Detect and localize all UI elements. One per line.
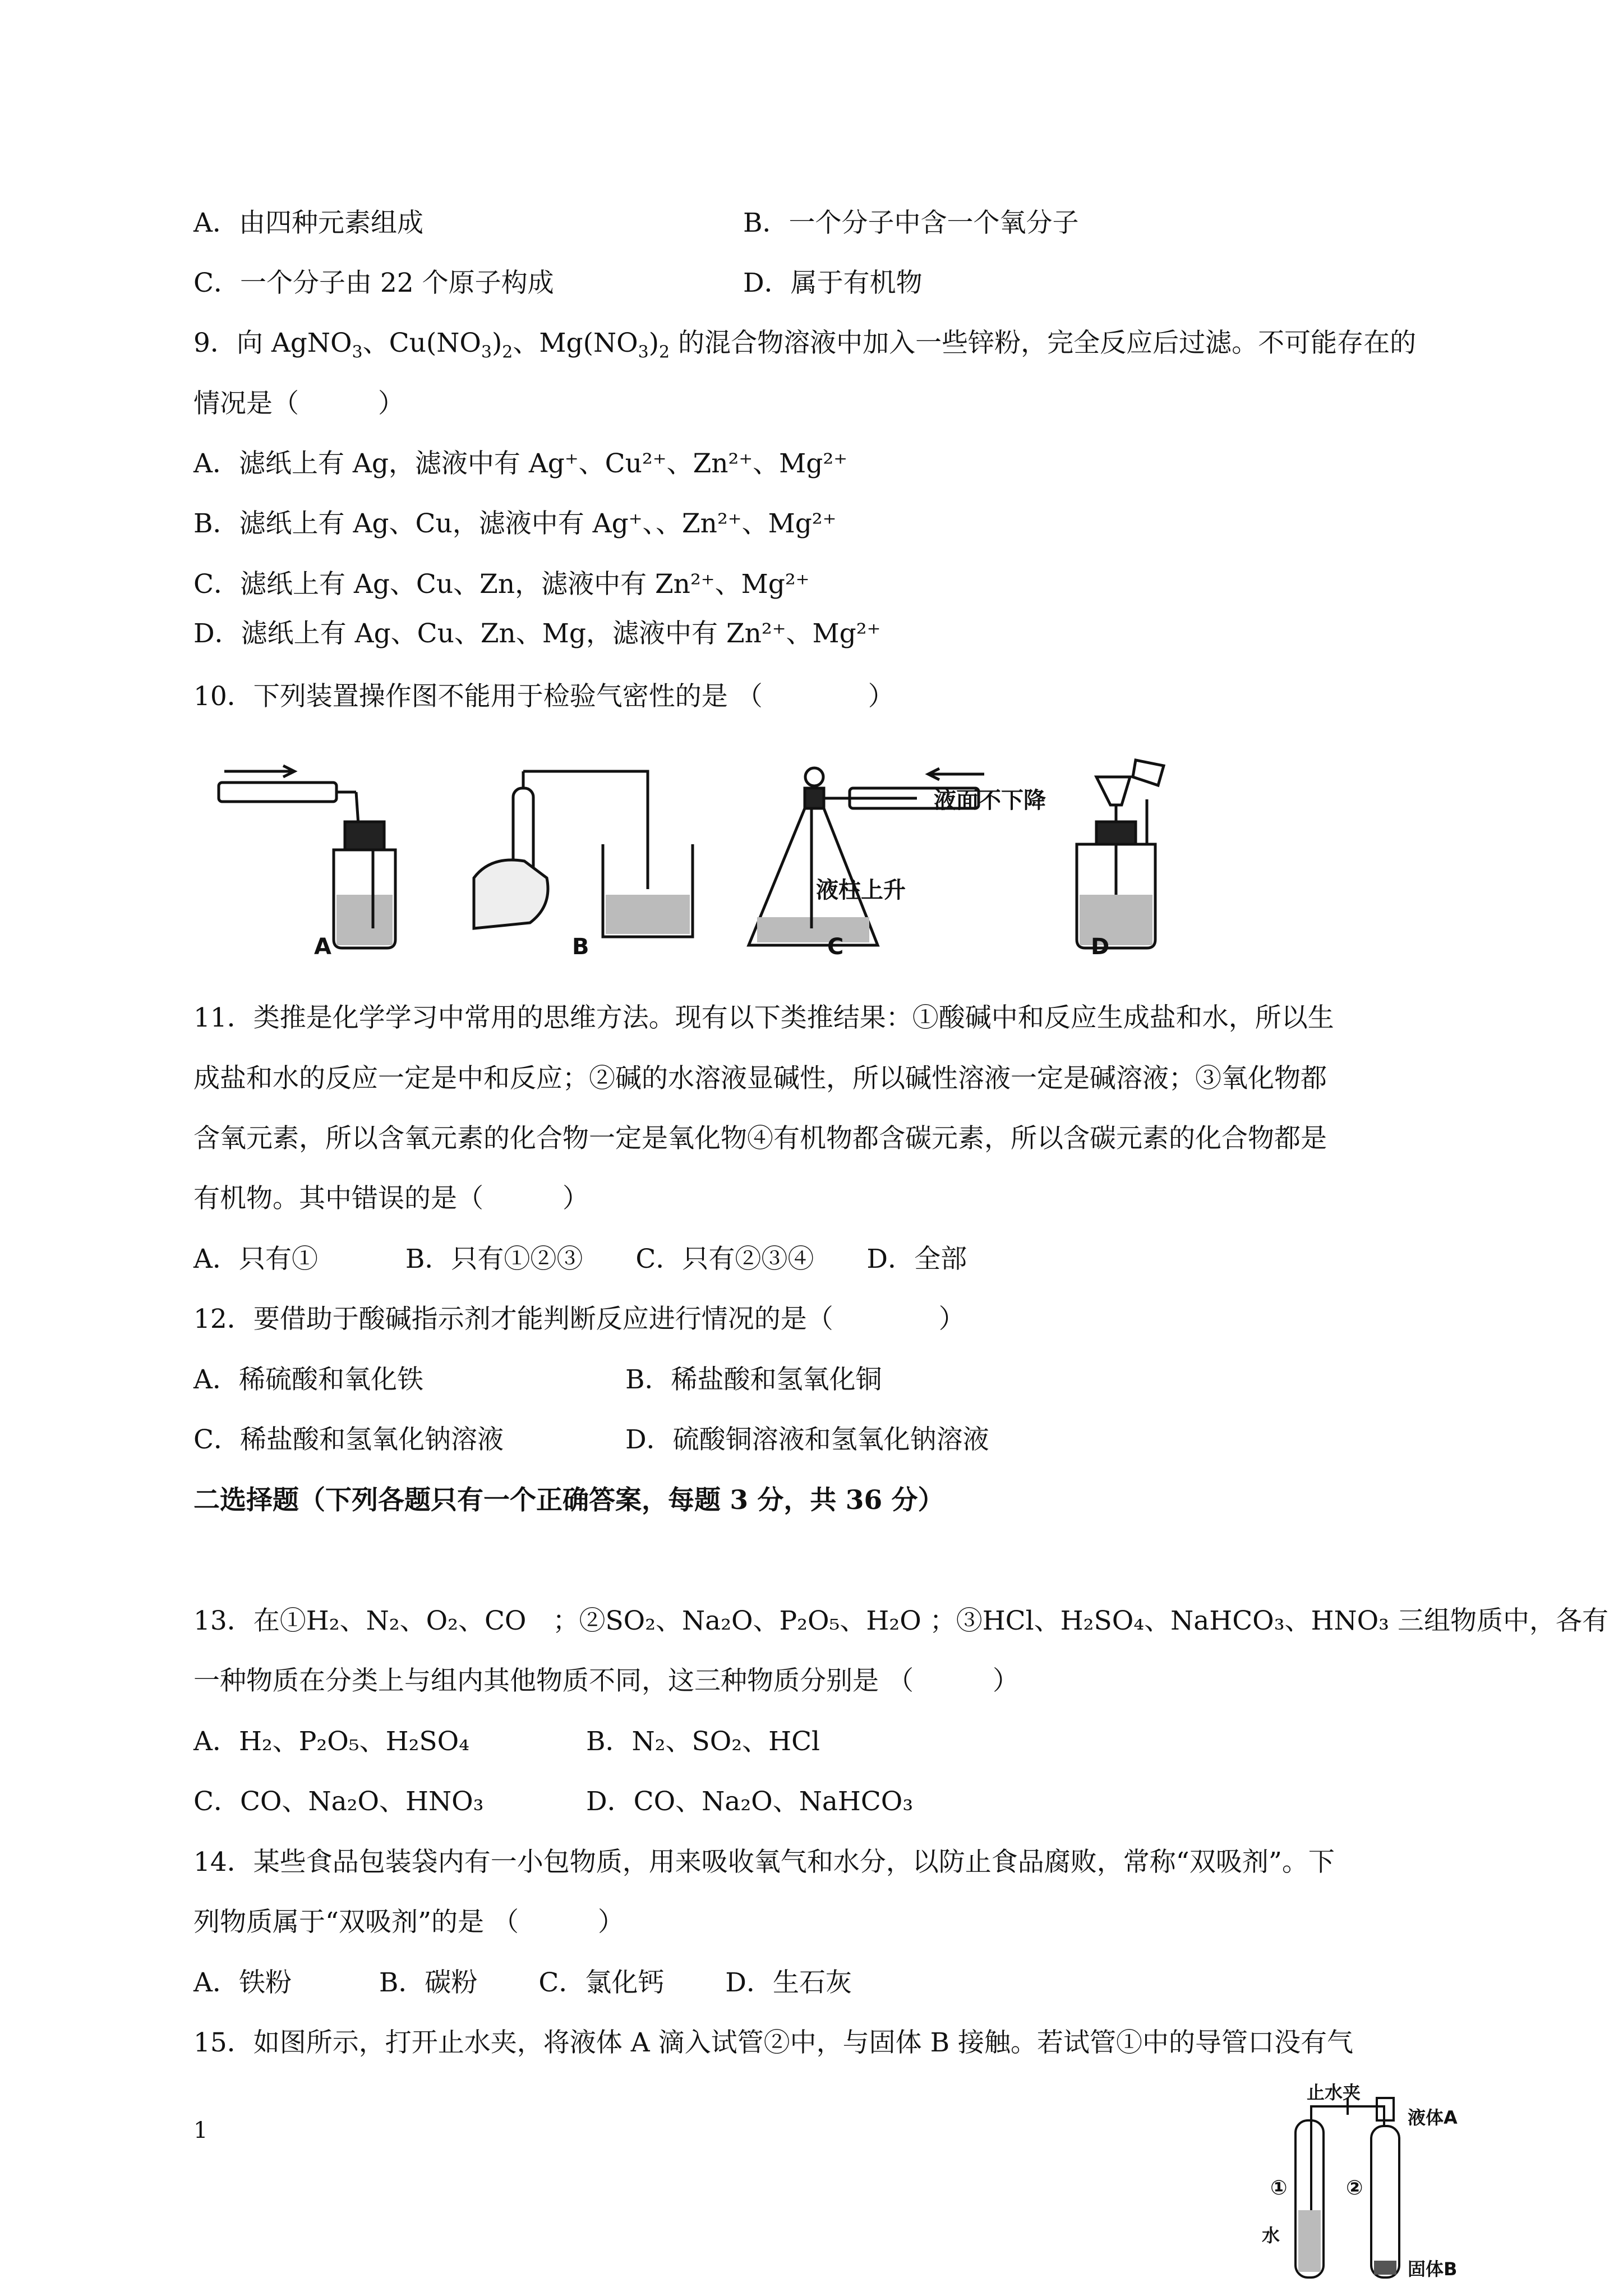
solid-b-label: 固体B (1408, 2258, 1458, 2280)
q10-stem: 10．下列装置操作图不能用于检验气密性的是 （ ） (193, 681, 895, 712)
q12-option-d: D．硫酸铜溶液和氢氧化钠溶液 (625, 1424, 989, 1455)
q9-stem-line2: 情况是（ ） (193, 388, 404, 419)
tube-2-label: ② (1346, 2177, 1363, 2200)
q9-option-a: A．滤纸上有 Ag，滤液中有 Ag⁺、Cu²⁺、Zn²⁺、Mg²⁺ (193, 448, 848, 479)
apparatus-c-note: 液柱上升 (816, 877, 906, 903)
q13-option-c: C．CO、Na₂O、HNO₃ (193, 1786, 484, 1817)
apparatus-c-label: C (827, 934, 844, 960)
apparatus-a-label: A (314, 934, 331, 960)
q8-option-b: B．一个分子中含一个氧分子 (743, 208, 1079, 238)
q13-option-d: D．CO、Na₂O、NaHCO₃ (586, 1786, 914, 1817)
q12-option-b: B．稀盐酸和氢氧化铜 (625, 1364, 882, 1395)
q12-option-a: A．稀硫酸和氧化铁 (193, 1364, 423, 1395)
liquid-a-label: 液体A (1408, 2107, 1458, 2128)
q11-line1: 11．类推是化学学习中常用的思维方法。现有以下类推结果：①酸碱中和反应生成盐和水，所以生 (193, 1002, 1334, 1033)
q9-option-b: B．滤纸上有 Ag、Cu，滤液中有 Ag⁺、、Zn²⁺、Mg²⁺ (193, 508, 837, 539)
q13-option-a: A．H₂、P₂O₅、H₂SO₄ (193, 1726, 470, 1757)
apparatus-d (1077, 760, 1164, 948)
q8-option-d: D．属于有机物 (743, 268, 923, 298)
q8-option-a: A．由四种元素组成 (193, 208, 423, 238)
q12-stem: 12．要借助于酸碱指示剂才能判断反应进行情况的是（ ） (193, 1304, 965, 1335)
q11-options: A．只有① B．只有①②③ C．只有②③④ D．全部 (193, 1244, 967, 1274)
apparatus-b (474, 771, 693, 937)
q10-apparatus-figure (210, 743, 1209, 968)
q11-line3: 含氧元素，所以含氧元素的化合物一定是氧化物④有机物都含碳元素，所以含碳元素的化合物都是 (193, 1123, 1327, 1154)
q10-apparatus-drawing (210, 743, 1209, 968)
q15-apparatus-figure (1245, 2081, 1481, 2289)
q13-option-b: B．N₂、SO₂、HCl (586, 1726, 820, 1757)
q8-option-c: C．一个分子由 22 个原子构成 (193, 268, 554, 298)
q9-option-d: D．滤纸上有 Ag、Cu、Zn、Mg，滤液中有 Zn²⁺、Mg²⁺ (193, 618, 881, 649)
q14-line2: 列物质属于“双吸剂”的是 （ ） (193, 1907, 624, 1938)
apparatus-d-label: D (1091, 934, 1110, 960)
q14-options: A．铁粉 B．碳粉 C．氯化钙 D．生石灰 (193, 1967, 852, 1998)
q11-line4: 有机物。其中错误的是（ ） (193, 1183, 589, 1214)
q11-line2: 成盐和水的反应一定是中和反应；②碱的水溶液显碱性，所以碱性溶液一定是碱溶液；③氧化物都 (193, 1063, 1327, 1094)
apparatus-b-label: B (572, 934, 589, 960)
water-label: 水 (1262, 2225, 1280, 2246)
apparatus-a (219, 766, 395, 948)
q14-line1: 14．某些食品包装袋内有一小包物质，用来吸收氧气和水分，以防止食品腐败，常称“双吸剂”。下 (193, 1847, 1335, 1878)
q9-option-c: C．滤纸上有 Ag、Cu、Zn，滤液中有 Zn²⁺、Mg²⁺ (193, 569, 810, 600)
apparatus-d-note: 液面不下降 (934, 788, 1046, 813)
q13-line1: 13．在①H₂、N₂、O₂、CO ；②SO₂、Na₂O、P₂O₅、H₂O ；③HCl、H₂SO₄、NaHCO₃、HNO₃ 三组物质中，各有 (193, 1605, 1608, 1636)
tube-1-label: ① (1270, 2177, 1288, 2200)
clamp-label: 止水夹 (1307, 2082, 1361, 2103)
q13-line2: 一种物质在分类上与组内其他物质不同，这三种物质分别是 （ ） (193, 1665, 1019, 1696)
q15-line1: 15．如图所示，打开止水夹，将液体 A 滴入试管②中，与固体 B 接触。若试管①中的导管口没有气 (193, 2027, 1354, 2058)
q12-option-c: C．稀盐酸和氢氧化钠溶液 (193, 1424, 504, 1455)
section-2-title: 二选择题（下列各题只有一个正确答案，每题 3 分，共 36 分） (193, 1485, 944, 1516)
page-number: 1 (193, 2118, 208, 2143)
q9-stem-line1: 9．向 AgNO$_3$、$Cu(NO_3)_2$、$Mg(NO_3)_2$ 的混合物溶液中加入一些锌粉，完全反应后过滤。不可能存在的 (193, 328, 1417, 362)
